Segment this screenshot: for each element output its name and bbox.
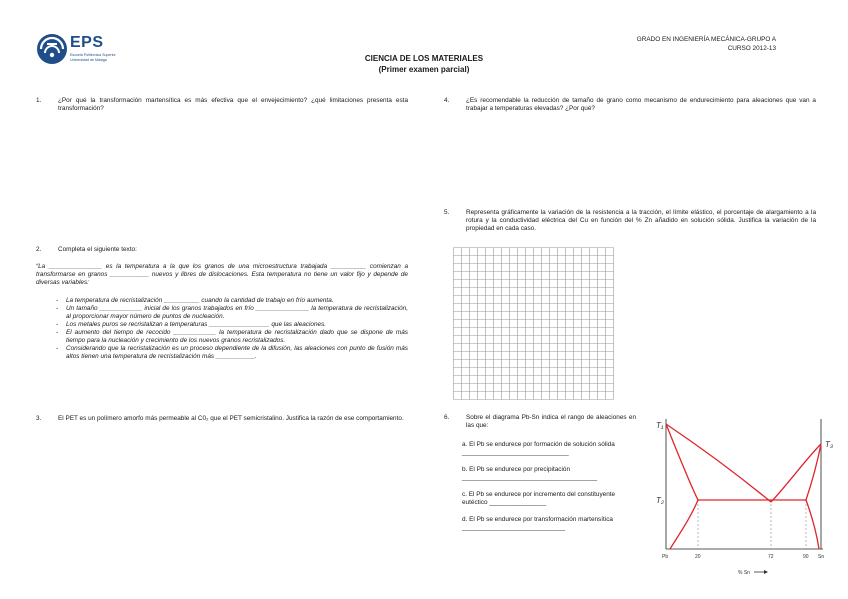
tick-pb: Pb	[662, 554, 669, 560]
label-t2: T₂	[656, 496, 664, 505]
tick-90: 90	[803, 554, 809, 560]
question-2-paragraph: “La _______________ es la temperatura a la que los granos de una microestructura trabajada __________ comienzan a transformarse en granos ___________ nuevos y libres de dislocaciones. Esta temperatura no tiene un valor fijo y depende de diversas variables:	[36, 263, 408, 286]
option-a-label: a. El Pb se endurece por formación de solución sólida	[462, 441, 615, 448]
logo-subtitle-1: Escuela Politécnica Superior	[70, 53, 116, 57]
page-title: CIENCIA DE LOS MATERIALES	[364, 54, 484, 63]
logo-text: EPS	[70, 34, 104, 51]
list-item: - Un tamaño ____________ inicial de los granos trabajados en frío _______________ la temperatura de recristalización, al proporcionar mayor número de puntos de nucleación.	[56, 305, 408, 321]
question-3-text: El PET es un polímero amorfo más permeable al C0₂ que el PET semicristalino. Justifica la razón de ese comportamiento.	[58, 415, 404, 422]
phase-diagram	[648, 414, 838, 584]
option-d-label: d. El Pb se endurece por transformación martensítica	[462, 516, 613, 523]
option-b-blank: ______________________________________	[462, 474, 598, 481]
course-label: CURSO 2012-13	[727, 45, 776, 52]
question-2-list	[56, 297, 408, 361]
question-5-text: Representa gráficamente la variación de la resistencia a la tracción, el límite elástico, el porcentaje de alargamiento a la rotura y la conductividad eléctrica del Cu en función del % Zn añadido en solución sólida. Justifica la variación de la propiedad en cada caso.	[466, 209, 816, 232]
question-2	[36, 246, 408, 254]
option-d	[462, 516, 636, 532]
solvus-left	[670, 500, 698, 549]
option-b-label: b. El Pb se endurece por precipitación	[462, 466, 570, 473]
solvus-right	[806, 500, 819, 549]
question-4-number: 4.	[444, 97, 450, 104]
question-2-number: 2.	[36, 246, 42, 253]
phase-lines	[666, 424, 821, 549]
question-1-text: ¿Por qué la transformación martensítica es más efectiva que el envejecimiento? ¿qué limitaciones presenta esta transformación?	[58, 97, 408, 112]
question-6-options	[462, 441, 636, 541]
question-2-heading: Completa el siguiente texto:	[58, 246, 137, 253]
arrow-right-icon	[754, 570, 768, 574]
question-1	[36, 97, 408, 113]
question-4-text: ¿Es recomendable la reducción de tamaño de grano como mecanismo de endurecimiento para aleaciones que van a trabajar a temperaturas elevadas? ¿Por qué?	[466, 97, 816, 112]
question-4	[444, 97, 816, 113]
logo-subtitle-2: Universidad de Málaga	[70, 58, 107, 62]
question-3-number: 3.	[36, 415, 42, 422]
label-t1: T₁	[656, 421, 664, 430]
question-5	[444, 209, 816, 233]
tick-72: 72	[768, 554, 774, 560]
tick-sn: Sn	[818, 554, 825, 560]
x-axis-label: % Sn	[738, 570, 750, 576]
list-item: - El aumento del tiempo de recocido ____________ la temperatura de recristalización dado que se dispone de más tiempo para la nucleación y crecimiento de los nuevos granos recristalizados.	[56, 329, 408, 345]
list-item: - Los metales puros se recristalizan a temperaturas _________________ que las aleaciones.	[56, 321, 408, 329]
option-d-blank: _____________________________	[462, 524, 566, 531]
page-subtitle: (Primer examen parcial)	[378, 65, 470, 74]
question-6-text: Sobre el diagrama Pb-Sn indica el rango de aleaciones en las que:	[466, 414, 636, 429]
list-item: - Considerando que la recristalización es un proceso dependiente de la difusión, las aleaciones con punto de fusión más altos tienen una temperatura de recristalización más ___________.	[56, 345, 408, 361]
degree-label: GRADO EN INGENIERÍA MECÁNICA-GRUPO A	[636, 36, 776, 43]
option-c	[462, 491, 636, 507]
answer-grid	[453, 247, 614, 401]
question-5-number: 5.	[444, 209, 450, 216]
list-item: - La temperatura de recristalización __________ cuando la cantidad de trabajo en frío aumenta.	[56, 297, 408, 305]
option-b	[462, 466, 636, 482]
option-a-blank: ______________________________	[462, 449, 569, 456]
option-c-label: c. El Pb se endurece por incremento del constituyente eutéctico	[462, 491, 616, 506]
question-3	[36, 415, 408, 423]
option-c-blank: ________________	[489, 499, 547, 506]
question-6-number: 6.	[444, 414, 450, 421]
tick-20: 20	[695, 554, 701, 560]
question-6	[444, 414, 636, 430]
question-1-number: 1.	[36, 97, 42, 104]
label-t3: T₃	[825, 440, 834, 449]
option-a	[462, 441, 636, 457]
